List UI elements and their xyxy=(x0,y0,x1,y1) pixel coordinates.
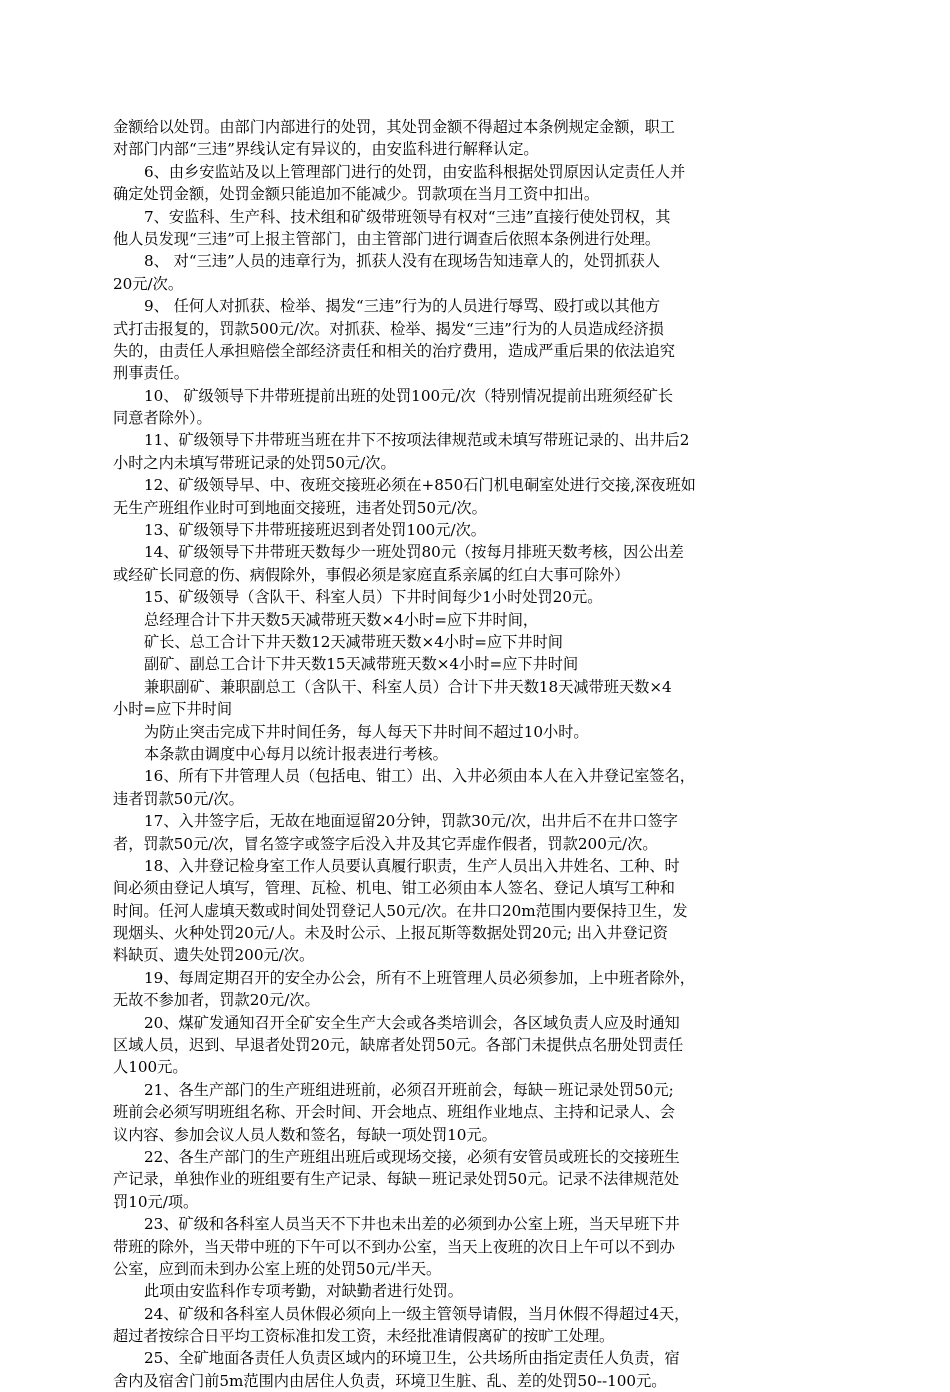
document-line: 小时=应下井时间 xyxy=(113,700,233,719)
document-line: 10、 矿级领导下井带班提前出班的处罚100元/次（特别情况提前出班须经矿长 xyxy=(144,386,674,405)
document-line: 人100元。 xyxy=(113,1058,188,1077)
document-line: 20、煤矿发通知召开全矿安全生产大会或各类培训会，各区域负责人应及时通知 xyxy=(144,1013,680,1032)
document-line: 料缺页、遗失处罚200元/次。 xyxy=(113,946,315,965)
document-line: 时间。任河人虚填天数或时间处罚登记人50元/次。在井口20m范围内要保持卫生，发 xyxy=(113,901,688,920)
document-line: 间必须由登记人填写，管理、瓦检、机电、钳工必须由本人签名、登记人填写工种和 xyxy=(113,879,675,898)
document-line: 失的，由责任人承担赔偿全部经济责任和相关的治疗费用，造成严重后果的依法追究 xyxy=(113,341,675,360)
document-line: 确定处罚金额，处罚金额只能追加不能减少。罚款项在当月工资中扣出。 xyxy=(113,185,599,204)
document-line: 小时之内未填写带班记录的处罚50元/次。 xyxy=(113,453,396,472)
document-line: 23、矿级和各科室人员当天不下井也未出差的必须到办公室上班，当天早班下井 xyxy=(144,1215,680,1234)
document-line: 无生产班组作业时可到地面交接班，违者处罚50元/次。 xyxy=(113,498,487,517)
document-line: 为防止突击完成下井时间任务，每人每天下井时间不超过10小时。 xyxy=(144,722,589,741)
document-line: 或经矿长同意的伤、病假除外，事假必须是家庭直系亲属的红白大事可除外） xyxy=(113,565,630,584)
document-line: 者，罚款50元/次，冒名签字或签字后没入井及其它弄虚作假者，罚款200元/次。 xyxy=(113,834,658,853)
document-line: 现烟头、火种处罚20元/人。未及时公示、上报瓦斯等数据处罚20元; 出入井登记资 xyxy=(113,924,668,943)
document-line: 11、矿级领导下井带班当班在井下不按项法律规范或未填写带班记录的、出井后2 xyxy=(144,431,690,450)
document-line: 矿长、总工合计下井天数12天减带班天数×4小时=应下井时间 xyxy=(144,632,563,651)
document-line: 25、全矿地面各责任人负责区域内的环境卫生，公共场所由指定责任人负责，宿 xyxy=(144,1349,680,1368)
document-line: 20元/次。 xyxy=(113,274,184,293)
document-line: 他人员发现“三违”可上报主管部门，由主管部门进行调查后依照本条例进行处理。 xyxy=(113,229,661,248)
document-line: 本条款由调度中心每月以统计报表进行考核。 xyxy=(144,744,448,763)
document-line: 19、每周定期召开的安全办公会，所有不上班管理人员必须参加，上中班者除外， xyxy=(144,968,695,987)
document-line: 22、各生产部门的生产班组出班后或现场交接，必须有安管员或班长的交接班生 xyxy=(144,1147,680,1166)
document-line: 公室，应到而未到办公室上班的处罚50元/半天。 xyxy=(113,1259,442,1278)
document-line: 超过者按综合日平均工资标准扣发工资，未经批准请假离矿的按旷工处理。 xyxy=(113,1327,615,1346)
document-line: 9、 任何人对抓获、检举、揭发“三违”行为的人员进行辱骂、殴打或以其他方 xyxy=(144,297,661,316)
document-line: 式打击报复的，罚款500元/次。对抓获、检举、揭发“三违”行为的人员造成经济损 xyxy=(113,319,664,338)
document-line: 18、入井登记检身室工作人员要认真履行职责，生产人员出入井姓名、工种、时 xyxy=(144,856,680,875)
document-line: 罚10元/项。 xyxy=(113,1192,199,1211)
document-line: 金额给以处罚。由部门内部进行的处罚，其处罚金额不得超过本条例规定金额，职工 xyxy=(113,118,675,136)
document-line: 17、入井签字后，无故在地面逗留20分钟，罚款30元/次，出井后不在井口签字 xyxy=(144,812,678,831)
document-line: 24、矿级和各科室人员休假必须向上一级主管领导请假，当月休假不得超过4天， xyxy=(144,1304,690,1323)
document-line: 此项由安监科作专项考勤，对缺勤者进行处罚。 xyxy=(144,1282,463,1301)
document-line: 7、安监科、生产科、技术组和矿级带班领导有权对“三违”直接行使处罚权，其 xyxy=(144,207,671,226)
document-line: 13、矿级领导下井带班接班迟到者处罚100元/次。 xyxy=(144,521,486,540)
document-line: 同意者除外）。 xyxy=(113,409,212,428)
document-line: 产记录，单独作业的班组要有生产记录、每缺－班记录处罚50元。记录不法律规范处 xyxy=(113,1170,680,1189)
document-line: 总经理合计下井天数5天减带班天数×4小时=应下井时间， xyxy=(144,610,539,629)
document-line: 兼职副矿、兼职副总工（含队干、科室人员）合计下井天数18天减带班天数×4 xyxy=(144,677,672,696)
document-line: 15、矿级领导（含队干、科室人员）下井时间每少1小时处罚20元。 xyxy=(144,588,603,607)
document-body xyxy=(113,116,840,1392)
document-line: 违者罚款50元/次。 xyxy=(113,789,244,808)
document-line: 21、各生产部门的生产班组进班前，必须召开班前会，每缺－班记录处罚50元; xyxy=(144,1080,674,1099)
document-line: 班前会必须写明班组名称、开会时间、开会地点、班组作业地点、主持和记录人、会 xyxy=(113,1103,675,1122)
document-line: 副矿、副总工合计下井天数15天减带班天数×4小时=应下井时间 xyxy=(144,655,579,674)
document-line: 无故不参加者，罚款20元/次。 xyxy=(113,991,320,1010)
document-line: 议内容、参加会议人员人数和签名，每缺一项处罚10元。 xyxy=(113,1125,497,1144)
document-line: 带班的除外，当天带中班的下午可以不到办公室，当天上夜班的次日上午可以不到办 xyxy=(113,1237,675,1256)
document-line: 16、所有下井管理人员（包括电、钳工）出、入井必须由本人在入井登记室签名， xyxy=(144,767,695,786)
document-line: 14、矿级领导下井带班天数每少一班处罚80元（按每月排班天数考核，因公出差 xyxy=(144,543,684,562)
document-line: 对部门内部“三违”界线认定有异议的，由安监科进行解释认定。 xyxy=(113,140,539,159)
document-line: 6、由乡安监站及以上管理部门进行的处罚，由安监科根据处罚原因认定责任人并 xyxy=(144,162,686,181)
document-line: 12、矿级领导早、中、夜班交接班必须在+850石门机电硐室处进行交接,深夜班如 xyxy=(144,476,696,495)
document-line: 8、 对“三违”人员的违章行为，抓获人没有在现场告知违章人的，处罚抓获人 xyxy=(144,252,661,271)
document-line: 舍内及宿舍门前5m范围内由居住人负责，环境卫生脏、乱、差的处罚50--100元。 xyxy=(113,1371,667,1390)
document-line: 刑事责任。 xyxy=(113,364,189,383)
document-line: 区域人员，迟到、早退者处罚20元，缺席者处罚50元。各部门未提供点名册处罚责任 xyxy=(113,1036,684,1055)
